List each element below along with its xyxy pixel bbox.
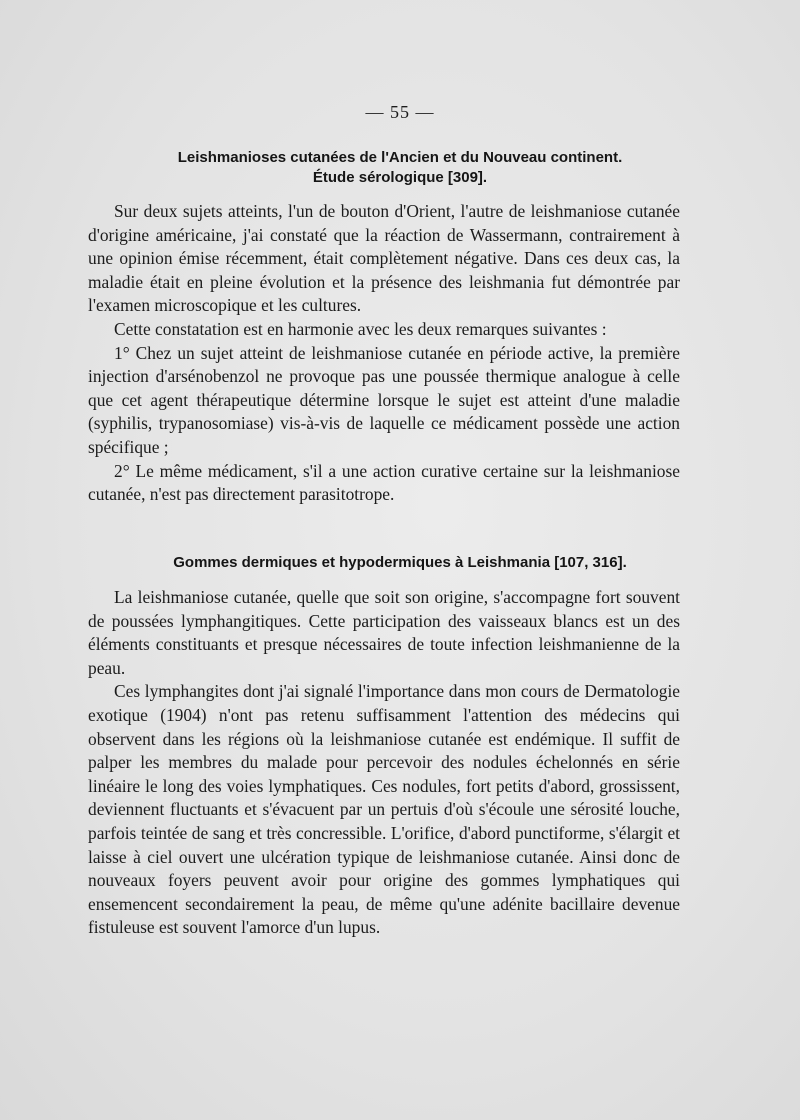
paragraph: La leishmaniose cutanée, quelle que soit son origine, s'accompagne fort souvent de poussées lymphangitiques. Cette participation des vaisseaux blancs est un des éléments constituants et presque nécessaires de toute infection leishmanienne de la peau.: [88, 587, 680, 678]
list-item-1: 1° Chez un sujet atteint de leishmaniose cutanée en période active, la première injection d'arsénobenzol ne provoque pas une poussée thermique analogue à celle que cet agent thérapeutique détermine lorsque le sujet est atteint d'une maladie (syphilis, trypanosomiase) vis-à-vis de laquelle ce médicament possède une action spécifique ;: [88, 342, 680, 457]
section-leishmanioses-body: [88, 200, 680, 507]
section-title-leishmanioses: [100, 148, 700, 188]
page-number: — 55 —: [365, 102, 435, 122]
paragraph: Cette constatation est en harmonie avec les deux remarques suivantes :: [114, 318, 607, 339]
list-item-2: 2° Le même médicament, s'il a une action curative certaine sur la leishmaniose cutanée, n'est pas directement parasitotrope.: [88, 460, 680, 505]
paragraph: Ces lymphangites dont j'ai signalé l'importance dans mon cours de Dermatologie exotique (1904) n'ont pas retenu suffisamment l'attention des médecins qui observent dans les régions où la leishmaniose cutanée est endémique. Il suffit de palper les membres du malade pour percevoir des nodules échelonnés en série linéaire le long des voies lymphatiques. Ces nodules, fort petits d'abord, grossissent, deviennent fluctuants et s'évacuent par un pertuis d'où s'écoule une sérosité louche, parfois teintée de sang et très concressible. L'orifice, d'abord punctiforme, s'élargit et laisse à ciel ouvert une ulcération typique de leishmaniose cutanée. Ainsi donc de nouveaux foyers peuvent avoir pour origine des gommes lymphatiques qui ensemencent secondairement la peau, de même qu'une adénite bacillaire devenue fistuleuse est souvent l'amorce d'un lupus.: [88, 681, 680, 938]
section-gommes-body: [88, 586, 680, 940]
section-title-line-2: Étude sérologique [309].: [312, 169, 488, 186]
section-title-gommes: Gommes dermiques et hypodermiques à Leishmania [107, 316].: [173, 554, 627, 571]
section-title-line-1: Leishmanioses cutanées de l'Ancien et du Nouveau continent.: [177, 149, 623, 166]
paragraph: Sur deux sujets atteints, l'un de bouton d'Orient, l'autre de leishmaniose cutanée d'origine américaine, j'ai constaté que la réaction de Wassermann, contrairement à une opinion émise récemment, était complètement négative. Dans ces deux cas, la maladie était en pleine évolution et la présence des leishmania fut démontrée par l'examen microscopique et les cultures.: [88, 201, 680, 316]
